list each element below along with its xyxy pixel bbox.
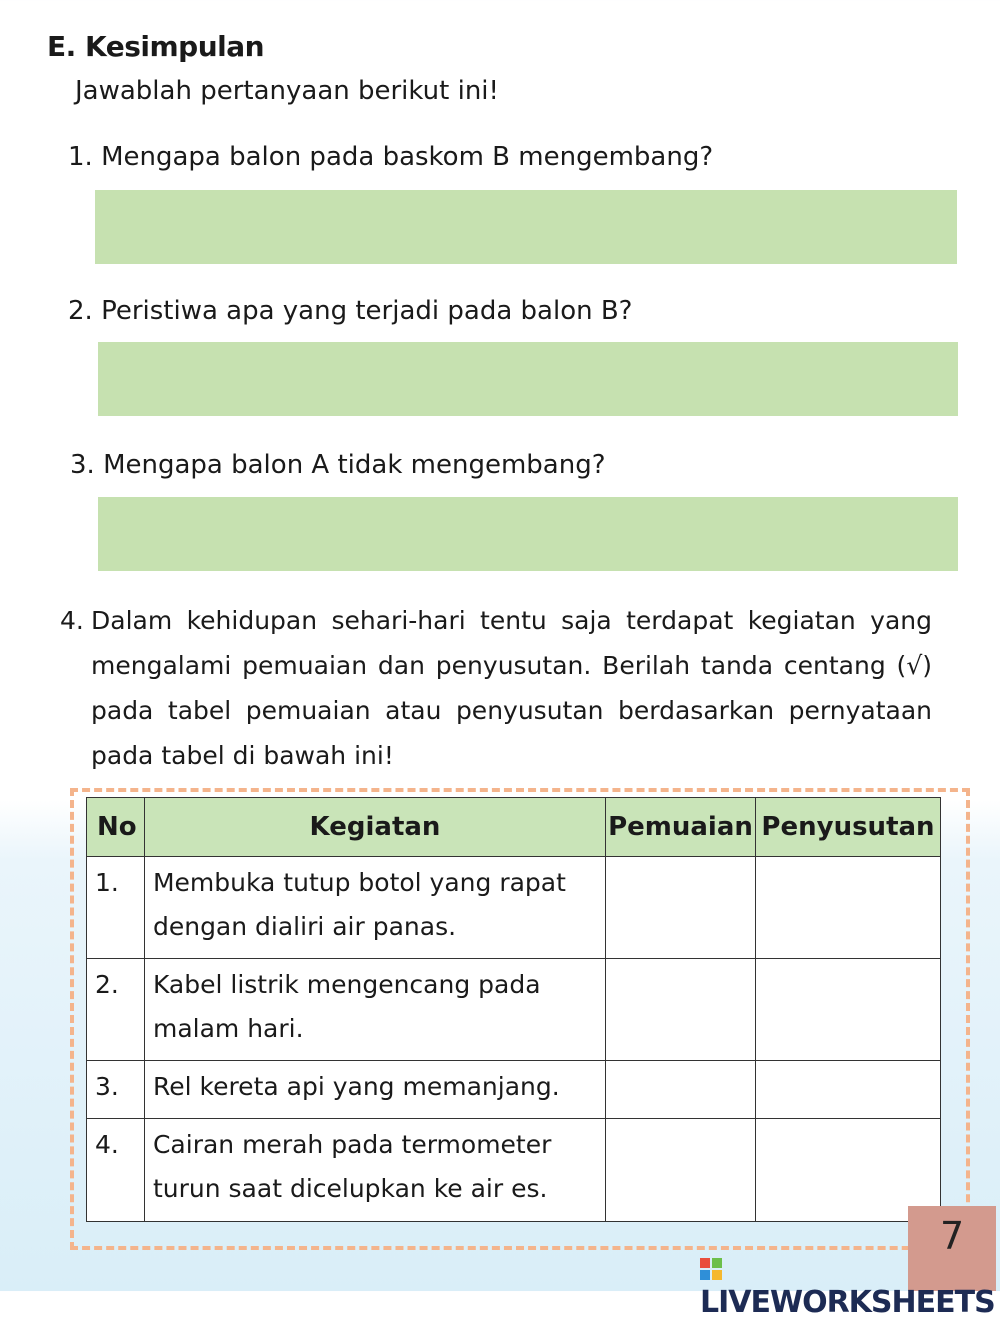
row-number: 3. [87, 1061, 145, 1119]
penyusutan-check-cell[interactable] [756, 857, 941, 959]
pemuaian-check-cell[interactable] [606, 1061, 756, 1119]
table-row [87, 959, 941, 1061]
page-number: 7 [940, 1214, 965, 1258]
question-3-text: Mengapa balon A tidak mengembang? [103, 450, 606, 480]
pemuaian-check-cell[interactable] [606, 1119, 756, 1222]
pemuaian-check-cell[interactable] [606, 857, 756, 959]
header-no: No [87, 798, 145, 857]
question-4 [60, 598, 932, 778]
answer-input-1[interactable] [95, 190, 957, 264]
question-4-number: 4. [60, 606, 84, 635]
header-penyusutan: Penyusutan [756, 798, 941, 857]
answer-box-3[interactable] [98, 497, 958, 571]
answer-input-2[interactable] [98, 342, 958, 416]
table-row [87, 857, 941, 959]
section-instruction: Jawablah pertanyaan berikut ini! [75, 76, 499, 106]
answer-box-1[interactable] [95, 190, 957, 264]
liveworksheets-logo-icon [700, 1258, 722, 1280]
question-2-text: Peristiwa apa yang terjadi pada balon B? [101, 296, 633, 326]
row-number: 2. [87, 959, 145, 1061]
answer-box-2[interactable] [98, 342, 958, 416]
header-kegiatan: Kegiatan [144, 798, 605, 857]
row-kegiatan: Cairan merah pada termometer turun saat dicelupkan ke air es. [144, 1119, 605, 1222]
question-1-number: 1. [68, 142, 93, 172]
table-row [87, 1119, 941, 1222]
table-header-row [87, 798, 941, 857]
penyusutan-check-cell[interactable] [756, 1061, 941, 1119]
penyusutan-check-cell[interactable] [756, 959, 941, 1061]
question-1 [68, 142, 713, 172]
section-title: E. Kesimpulan [47, 30, 265, 63]
row-kegiatan: Kabel listrik mengencang pada malam hari. [144, 959, 605, 1061]
question-2 [68, 296, 632, 326]
answer-input-3[interactable] [98, 497, 958, 571]
brand-name: LIVEWORKSHEETS [700, 1285, 995, 1320]
question-3-number: 3. [70, 450, 95, 480]
question-4-text: Dalam kehidupan sehari-hari tentu saja terdapat kegiatan yang mengalami pemuaian dan penyusutan. Berilah tanda centang (√) pada tabel pemuaian atau penyusutan berdasarkan pernyataan pada tabel di bawah ini! [91, 606, 932, 770]
row-number: 4. [87, 1119, 145, 1222]
row-number: 1. [87, 857, 145, 959]
question-2-number: 2. [68, 296, 93, 326]
activity-table [86, 797, 941, 1222]
table-row [87, 1061, 941, 1119]
row-kegiatan: Membuka tutup botol yang rapat dengan dialiri air panas. [144, 857, 605, 959]
brand-watermark [700, 1250, 1000, 1320]
pemuaian-check-cell[interactable] [606, 959, 756, 1061]
header-pemuaian: Pemuaian [606, 798, 756, 857]
question-3 [70, 450, 606, 480]
row-kegiatan: Rel kereta api yang memanjang. [144, 1061, 605, 1119]
question-1-text: Mengapa balon pada baskom B mengembang? [101, 142, 714, 172]
